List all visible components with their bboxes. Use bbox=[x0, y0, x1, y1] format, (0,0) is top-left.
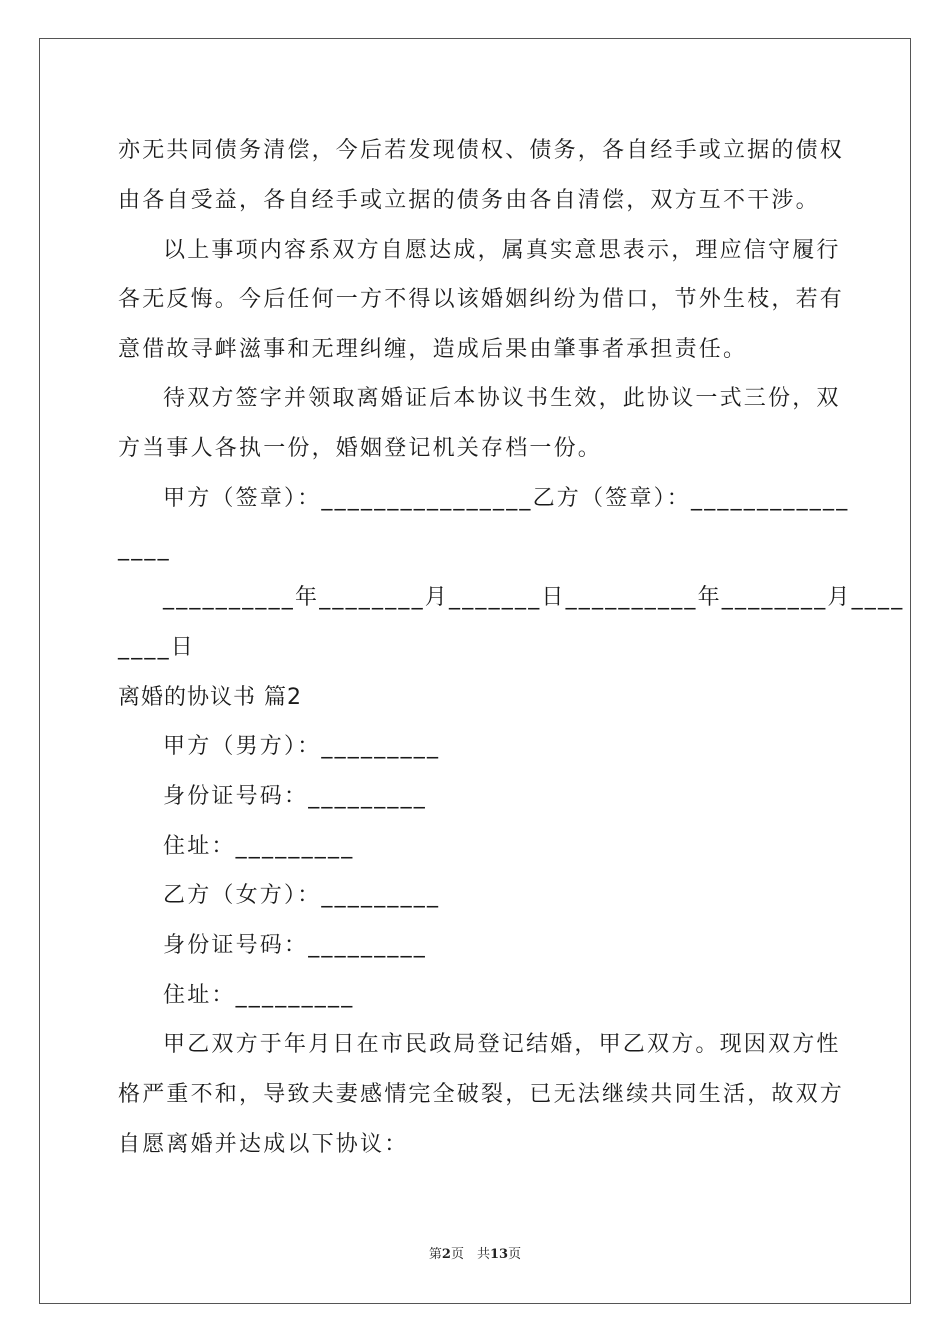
text-line: 自愿离婚并达成以下协议： bbox=[118, 1132, 409, 1157]
text-line: 各无反悔。今后任何一方不得以该婚姻纠纷为借口，节外生枝，若有 bbox=[118, 287, 845, 312]
footer-suffix: 页 bbox=[508, 1247, 522, 1262]
signature-line: 甲方（签章）：________________乙方（签章）：____________ bbox=[163, 486, 850, 511]
signature-line-continued: ____ bbox=[118, 536, 171, 561]
party-b-field: 乙方（女方）：_________ bbox=[163, 883, 441, 908]
current-page-number: 2 bbox=[441, 1247, 451, 1262]
paragraph-start: 甲乙双方于年月日在市民政局登记结婚，甲乙双方。现因双方性 bbox=[163, 1032, 841, 1057]
page-frame bbox=[39, 38, 911, 1304]
address-field: 住址：_________ bbox=[163, 834, 355, 859]
text-line: 方当事人各执一份，婚姻登记机关存档一份。 bbox=[118, 436, 603, 461]
paragraph-start: 待双方签字并领取离婚证后本协议书生效，此协议一式三份，双 bbox=[163, 386, 841, 411]
id-number-field: 身份证号码：_________ bbox=[163, 784, 428, 809]
date-line-continued: ____日 bbox=[118, 635, 196, 660]
footer-prefix: 第 bbox=[428, 1247, 442, 1262]
section-title: 离婚的协议书 篇2 bbox=[118, 685, 302, 710]
text-line: 由各自受益，各自经手或立据的债务由各自清偿，双方互不干涉。 bbox=[118, 188, 820, 213]
date-line: __________年________月_______日__________年________月____ bbox=[163, 585, 905, 610]
party-a-field: 甲方（男方）：_________ bbox=[163, 734, 441, 759]
text-line: 亦无共同债务清偿，今后若发现债权、债务，各自经手或立据的债权 bbox=[118, 138, 845, 163]
page-footer bbox=[0, 1246, 950, 1264]
total-page-number: 13 bbox=[489, 1247, 509, 1262]
text-line: 格严重不和，导致夫妻感情完全破裂，已无法继续共同生活，故双方 bbox=[118, 1082, 845, 1107]
text-line: 意借故寻衅滋事和无理纠缠，造成后果由肇事者承担责任。 bbox=[118, 337, 748, 362]
address-field: 住址：_________ bbox=[163, 983, 355, 1008]
id-number-field: 身份证号码：_________ bbox=[163, 933, 428, 958]
footer-mid: 页 共 bbox=[450, 1247, 490, 1262]
paragraph-start: 以上事项内容系双方自愿达成，属真实意思表示，理应信守履行 bbox=[163, 238, 841, 263]
